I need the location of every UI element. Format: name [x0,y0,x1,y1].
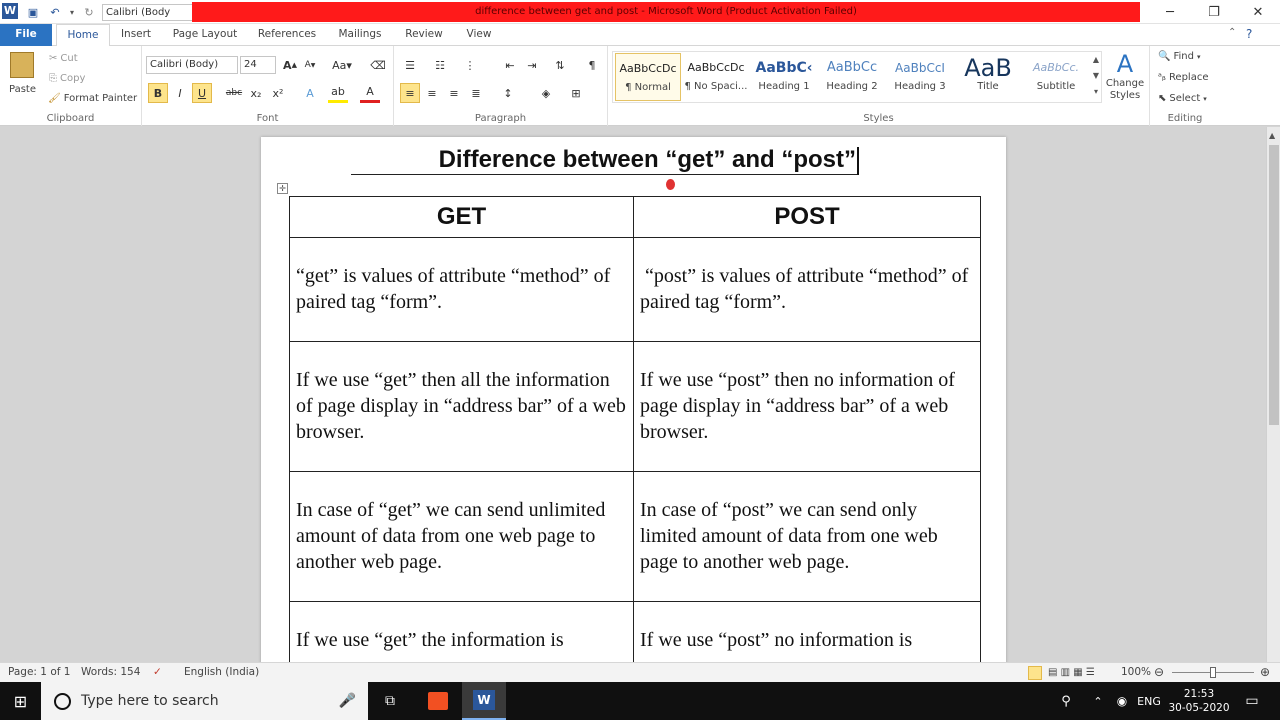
numbering-icon[interactable]: ☷ [435,58,445,72]
scrollbar-thumb[interactable] [1269,145,1279,425]
style-preview: AaBbCcI [895,61,945,75]
cut-button[interactable] [49,53,78,64]
word-taskbar-icon[interactable]: W [462,682,506,720]
table-cell[interactable]: “get” is values of attribute “method” of paired tag “form”. [290,238,634,342]
table-row [290,238,981,342]
align-left-button[interactable]: ≡ [400,83,420,103]
line-spacing-icon[interactable]: ↕ [503,86,513,100]
table-header-row [290,197,981,238]
restore-button[interactable]: ❐ [1208,4,1220,20]
quick-access-toolbar [24,3,208,21]
style-title[interactable] [955,53,1021,101]
chevron-down-icon: ▾ [1196,52,1201,61]
view-buttons-icon[interactable]: ▤ ▥ ▦ ☰ [1048,667,1095,678]
document-title[interactable]: Difference between “get” and “post” [351,145,859,175]
task-view-icon[interactable]: ⧉ [385,693,395,709]
table-cell[interactable]: If we use “get” the information is [290,602,634,663]
style-preview: AaBbCcDc [687,61,745,74]
people-icon[interactable]: ⚲ [1061,693,1071,709]
table-cell[interactable]: In case of “get” we can send unlimited amount of data from one web page to another web page. [290,472,634,602]
save-icon[interactable]: ▣ [27,5,39,19]
tab-review[interactable]: Review [405,28,443,40]
style-name: Title [977,81,999,92]
show-hide-marks-icon[interactable]: ¶ [588,58,596,72]
font-label: Font [256,113,279,124]
table-cell[interactable]: If we use “get” then all the information of page display in “address bar” of a web browser. [290,342,634,472]
editing-label: Editing [1167,113,1203,124]
styles-scroll-icon[interactable]: ▲ ▼ ▾ [1092,55,1100,96]
highlight-icon[interactable]: ab [328,83,348,103]
table-move-handle-icon[interactable]: ✛ [277,183,288,194]
style-preview: AaB [964,54,1012,81]
style-preview: AaBbCcDc [619,62,677,75]
copy-label: Copy [60,73,86,84]
scroll-up-icon[interactable]: ▲ [1269,131,1276,140]
borders-icon[interactable]: ⊞ [571,86,581,100]
zoom-out-icon[interactable]: ⊖ [1154,665,1165,679]
table-row [290,342,981,472]
style-no-spacing[interactable] [683,53,749,101]
word-count[interactable]: Words: 154 [81,666,141,678]
title-bar [0,0,1280,24]
font-size-combo[interactable]: 24 [240,56,276,74]
brush-icon: 🖌 [48,93,61,104]
replace-label: Replace [1168,72,1209,83]
paragraph-label: Paragraph [474,113,527,124]
ribbon-tabs [0,24,1280,46]
font-color-icon[interactable]: A [360,83,380,103]
superscript-button[interactable]: x² [272,86,284,100]
table-cell[interactable]: “post” is values of attribute “method” of paired tag “form”. [634,238,981,342]
replace-button[interactable] [1158,72,1209,83]
collapse-ribbon-icon[interactable]: ⌃ [1228,27,1237,38]
style-preview: AaBbC‹ [755,60,813,76]
close-button[interactable]: ✕ [1252,4,1264,20]
text-cursor [857,147,859,175]
clipboard-group [0,46,142,126]
proofing-icon[interactable]: ✓ [153,666,162,678]
bullets-icon[interactable]: ☰ [405,58,415,72]
cut-label: Cut [60,53,78,64]
document-page[interactable] [261,137,1006,662]
language-indicator[interactable]: ENG [1137,694,1161,708]
decrease-indent-icon[interactable]: ⇤ [505,58,515,72]
show-hidden-icons[interactable]: ⌃ [1093,694,1103,708]
zoom-in-icon[interactable]: ⊕ [1260,665,1271,679]
font-group [142,46,394,126]
style-name: Heading 2 [826,81,878,92]
style-name: ¶ No Spaci... [684,81,748,92]
status-bar [0,662,1280,682]
copy-icon: ⎘ [49,73,57,84]
print-layout-icon[interactable] [1028,666,1042,680]
zoom-level[interactable]: 100% [1121,666,1152,678]
taskbar-search[interactable] [41,682,368,720]
header-get[interactable]: GET [290,197,634,238]
replace-icon: ᵃᵦ [1158,72,1166,83]
justify-button[interactable]: ≣ [471,86,481,100]
document-area [0,127,1266,662]
qat-font-combo[interactable]: Calibri (Body [102,4,194,21]
clock-time: 21:53 [1183,688,1215,700]
clock-date: 30-05-2020 [1168,702,1230,714]
find-label: Find [1173,51,1194,62]
tab-references[interactable]: References [257,28,317,40]
change-styles-icon: A [1116,50,1134,78]
comparison-table [289,196,981,662]
window-title: difference between get and post - Microsoft Word (Product Activation Failed) [192,2,1140,22]
styles-label: Styles [863,113,894,124]
cursor-icon: ⬉ [1158,93,1167,104]
change-styles-label: Change Styles [1105,78,1145,101]
style-name: ¶ Normal [625,82,671,93]
clipboard-label: Clipboard [46,113,95,124]
format-painter-button[interactable] [48,93,137,104]
text-effects-icon[interactable]: A [306,86,314,100]
network-icon[interactable]: ◉ [1116,694,1128,708]
clock[interactable] [1166,682,1232,720]
search-icon [54,693,71,710]
align-right-button[interactable]: ≡ [449,86,459,100]
zoom-slider-thumb[interactable] [1210,667,1216,678]
tab-mailings[interactable]: Mailings [338,28,382,40]
paragraph-group [394,46,608,126]
select-button[interactable] [1158,93,1207,104]
paste-icon[interactable] [10,52,34,78]
minimize-button[interactable]: ─ [1166,4,1174,20]
bold-button[interactable]: B [148,83,168,103]
clear-formatting-icon[interactable]: ⌫ [370,58,386,72]
select-label: Select [1169,93,1201,104]
vertical-scrollbar[interactable] [1266,127,1280,662]
table-cell[interactable]: If we use “post” no information is [634,602,981,663]
style-name: Heading 1 [758,81,810,92]
grow-font-icon[interactable]: A ▲ [283,58,297,72]
redo-icon[interactable]: ↻ [84,5,94,19]
sort-icon[interactable]: ⇅ [555,58,565,72]
copy-button[interactable] [49,73,85,84]
font-name-combo[interactable]: Calibri (Body) [146,56,238,74]
strikethrough-button[interactable]: abc [225,88,243,98]
dropdown-icon[interactable]: ▾ [69,7,74,17]
search-placeholder: Type here to search [81,693,219,709]
table-cell[interactable]: In case of “post” we can send only limited amount of data from one web page to another web page. [634,472,981,602]
header-post[interactable]: POST [634,197,981,238]
style-heading-2[interactable] [819,53,885,101]
style-preview: AaBbCc. [1032,61,1080,74]
style-preview: AaBbCc [826,60,878,75]
mouse-pointer-marker [666,179,675,190]
shrink-font-icon[interactable]: A ▼ [304,60,316,70]
tab-home[interactable]: Home [56,24,110,47]
binoculars-icon: 🔍 [1158,51,1171,62]
align-center-button[interactable]: ≡ [427,86,437,100]
subscript-button[interactable]: x₂ [250,86,262,100]
table-row [290,472,981,602]
chevron-down-icon: ▾ [1203,94,1207,103]
find-button[interactable] [1158,51,1200,62]
store-icon[interactable] [420,682,456,720]
tab-insert[interactable]: Insert [120,28,152,40]
editing-group [1150,46,1220,126]
table-row [290,602,981,663]
increase-indent-icon[interactable]: ⇥ [527,58,537,72]
format-painter-label: Format Painter [63,93,138,104]
table-cell[interactable]: If we use “post” then no information of page display in “address bar” of a web browser. [634,342,981,472]
multilevel-list-icon[interactable]: ⋮ [464,58,476,72]
styles-gallery [612,51,1102,103]
style-name: Heading 3 [894,81,946,92]
help-icon[interactable]: ? [1246,27,1253,41]
tab-view[interactable]: View [466,28,492,40]
language[interactable]: English (India) [184,666,260,678]
notifications-icon[interactable]: ▭ [1245,693,1259,709]
taskbar [0,682,1280,720]
tab-page-layout[interactable]: Page Layout [172,28,238,40]
style-name: Subtitle [1036,81,1076,92]
scissors-icon: ✂ [49,53,58,64]
style-subtitle[interactable] [1023,53,1089,101]
windows-start-icon[interactable]: ⊞ [13,691,28,711]
word-app-icon[interactable]: W [3,4,17,17]
paste-button[interactable]: Paste [9,84,36,95]
page-count[interactable]: Page: 1 of 1 [8,666,71,678]
microphone-icon[interactable]: 🎤 [338,693,356,709]
undo-icon[interactable]: ↶ [50,5,60,19]
style-normal[interactable] [615,53,681,101]
tab-file[interactable]: File [0,24,52,46]
style-heading-3[interactable] [887,53,953,101]
style-heading-1[interactable] [751,53,817,101]
ribbon [0,46,1280,126]
shading-icon[interactable]: ◈ [541,86,551,100]
styles-group [608,46,1150,126]
change-case-icon[interactable]: Aa▾ [332,58,352,72]
italic-button[interactable]: I [178,86,182,100]
change-styles-button[interactable] [1104,50,1146,102]
underline-button[interactable]: U [192,83,212,103]
